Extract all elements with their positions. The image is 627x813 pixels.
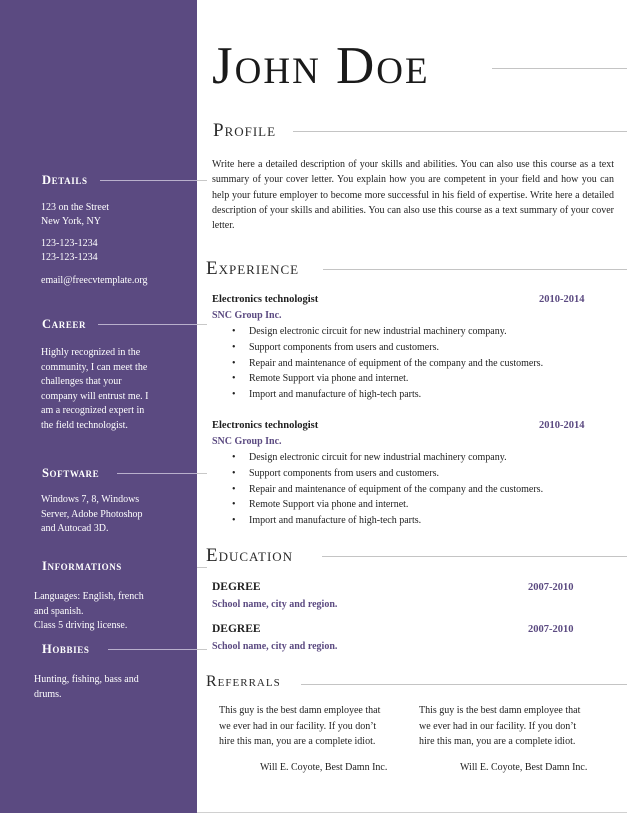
duty-item: • Import and manufacture of high-tech parts. [232, 387, 543, 403]
duty-item: • Repair and maintenance of equipment of the company and the customers. [232, 482, 543, 498]
edu-years: 2007-2010 [528, 582, 574, 593]
career-line: am a recognized expert in [41, 405, 145, 416]
job-company: SNC Group Inc. [212, 310, 282, 321]
software-line: Windows 7, 8, Windows [41, 494, 140, 505]
edu-years: 2007-2010 [528, 624, 574, 635]
profile-title: Profile [213, 120, 277, 141]
job-years: 2010-2014 [539, 420, 585, 431]
job-duties [232, 450, 543, 529]
software-line: and Autocad 3D. [41, 523, 109, 534]
hobbies-line: Hunting, fishing, bass and [34, 674, 139, 685]
duty-item: • Remote Support via phone and internet. [232, 497, 543, 513]
duty-item: • Remote Support via phone and internet. [232, 371, 543, 387]
edu-degree: DEGREE [212, 581, 261, 593]
duty-item: • Import and manufacture of high-tech parts. [232, 513, 543, 529]
candidate-name: John Doe [212, 37, 430, 95]
career-line: community, I can meet the [41, 361, 148, 373]
quote-line: hire this man, you are a complete idiot. [419, 736, 576, 747]
address-line-1: 123 on the Street [41, 202, 110, 213]
hobbies-text [34, 673, 194, 702]
duty-item: • Support components from users and customers. [232, 340, 543, 356]
career-text [41, 346, 191, 433]
informations-text [34, 590, 194, 634]
career-divider [98, 324, 197, 325]
job-title: Electronics technologist [212, 294, 319, 305]
details-divider [100, 180, 197, 181]
duty-item: • Repair and maintenance of equipment of the company and the customers. [232, 356, 543, 372]
referral-author: Will E. Coyote, Best Damn Inc. [460, 762, 588, 773]
informations-connector [197, 567, 207, 568]
address-line-2: New York, NY [41, 216, 102, 227]
phone-2: 123-123-1234 [41, 252, 98, 263]
software-connector [197, 473, 207, 474]
career-connector [197, 324, 207, 325]
experience-title: Experience [206, 258, 300, 279]
job-title: Electronics technologist [212, 420, 319, 431]
details-heading: Details [42, 173, 88, 187]
referrals-divider [301, 684, 627, 685]
hobbies-heading: Hobbies [42, 642, 90, 656]
quote-line: we ever had in our facility. If you don’t [419, 720, 577, 732]
edu-school: School name, city and region. [212, 599, 338, 610]
referrals-title: Referrals [206, 673, 281, 690]
informations-line: and spanish. [34, 605, 84, 617]
career-line: Highly recognized in the [41, 347, 141, 358]
duty-item: • Design electronic circuit for new industrial machinery company. [232, 324, 543, 340]
hobbies-divider [108, 649, 197, 650]
edu-school: School name, city and region. [212, 641, 338, 652]
duty-item: • Design electronic circuit for new industrial machinery company. [232, 450, 543, 466]
software-line: Server, Adobe Photoshop [41, 508, 143, 520]
edu-degree: DEGREE [212, 623, 261, 635]
career-heading: Career [42, 317, 87, 331]
education-divider [322, 556, 627, 557]
informations-heading: Informations [42, 559, 122, 573]
job-company: SNC Group Inc. [212, 436, 282, 447]
phone-1: 123-123-1234 [41, 238, 98, 249]
profile-divider [293, 131, 627, 132]
software-divider [117, 473, 197, 474]
quote-line: This guy is the best damn employee that [219, 705, 381, 716]
quote-line: hire this man, you are a complete idiot. [219, 736, 376, 747]
quote-line: This guy is the best damn employee that [419, 705, 581, 716]
career-line: the field technologist. [41, 419, 128, 431]
duty-item: • Support components from users and customers. [232, 466, 543, 482]
name-divider [492, 68, 627, 69]
job-years: 2010-2014 [539, 294, 585, 305]
details-connector [197, 180, 207, 181]
hobbies-connector [197, 649, 207, 650]
quote-line: we ever had in our facility. If you don’t [219, 720, 377, 732]
informations-line: Class 5 driving license. [34, 620, 128, 631]
email-address: email@freecvtemplate.org [41, 275, 148, 286]
career-line: company will entrust me. I [41, 390, 149, 402]
referral-quote [419, 703, 609, 750]
career-line: challenges that your [41, 376, 122, 387]
profile-text: Write here a detailed description of your skills and abilities. You can also use this course as a text summary of your cover letter. You explain how you are competent in your field and how you can help your future employer to become more successful in his field of expertise. Write here a detailed description of your skills and abilities. You can also use this course as a text summary of your cover letter. [212, 159, 614, 232]
referral-quote [219, 703, 409, 750]
experience-divider [323, 269, 627, 270]
job-duties [232, 324, 543, 403]
software-text [41, 493, 191, 537]
hobbies-line: drums. [34, 688, 62, 700]
education-title: Education [206, 545, 294, 566]
software-heading: Software [42, 466, 100, 480]
sidebar [0, 0, 197, 813]
informations-line: Languages: English, french [34, 591, 144, 602]
referral-author: Will E. Coyote, Best Damn Inc. [260, 762, 388, 773]
